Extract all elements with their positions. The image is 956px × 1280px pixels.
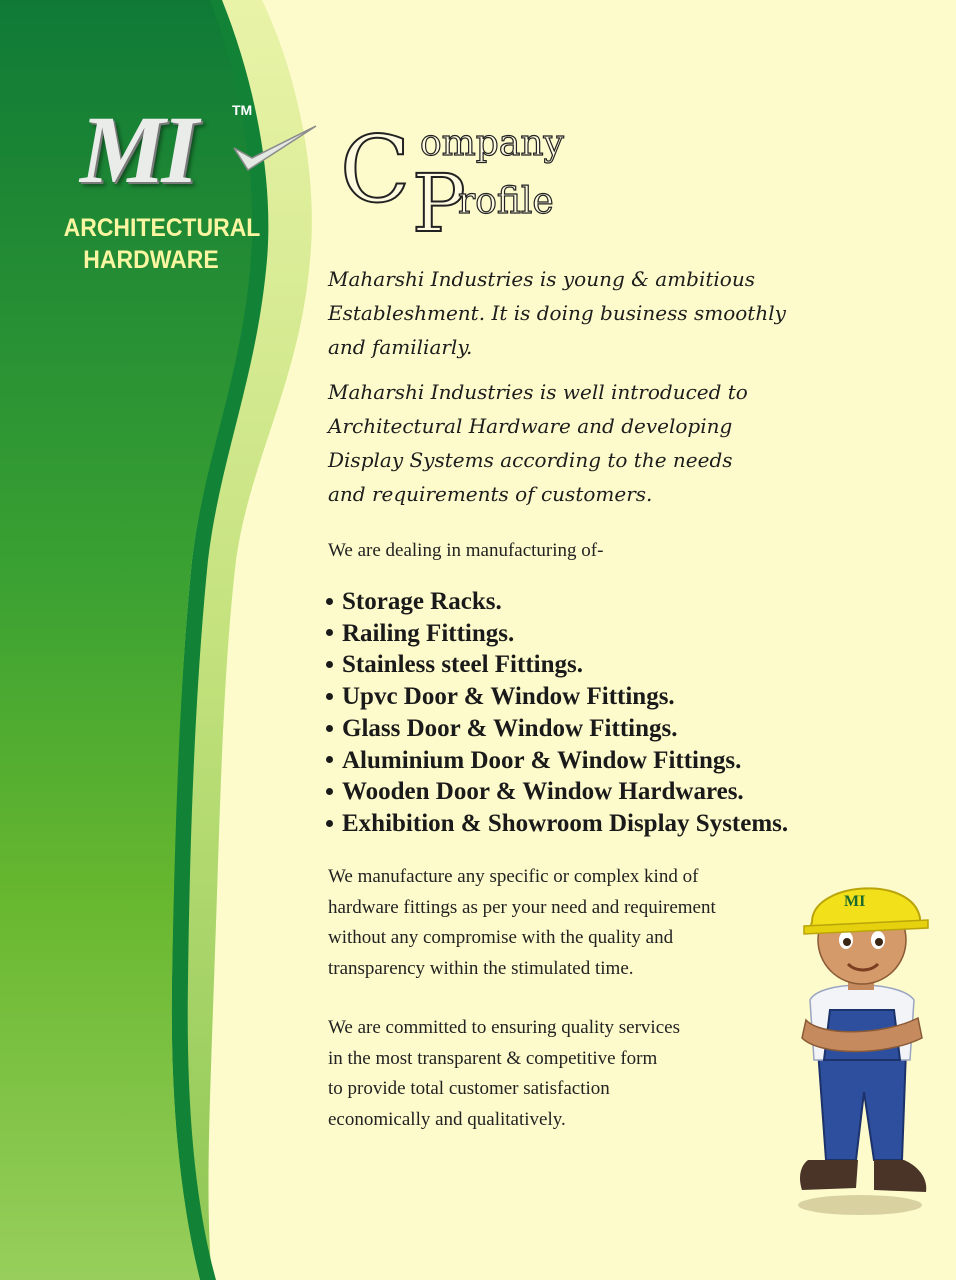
intro-paragraph-1 (328, 262, 828, 364)
product-label: Storage Racks. (342, 588, 502, 615)
closing-line: in the most transparent & competitive form (328, 1047, 658, 1069)
bullet-icon (326, 788, 333, 795)
product-label: Upvc Door & Window Fittings. (342, 683, 675, 711)
bullet-icon (326, 725, 333, 732)
bullet-icon (326, 598, 333, 605)
title-rest-profile: rofile (458, 181, 554, 222)
bullet-icon (326, 693, 333, 700)
trademark-symbol: TM (232, 102, 253, 118)
helmet-logo-text: MI (844, 893, 866, 910)
title-initial-c: C (340, 116, 411, 223)
intro-paragraph-2 (328, 375, 828, 511)
closing-line: We manufacture any specific or complex kind of (328, 866, 699, 887)
title-initial-p: P (412, 157, 466, 250)
manufacturing-intro: We are dealing in manufacturing of- (328, 540, 604, 561)
intro-line: and requirements of customers. (328, 482, 653, 506)
closing-line: hardware fittings as per your need and requirement (328, 896, 716, 918)
product-item (326, 586, 788, 618)
product-item (326, 649, 788, 681)
closing-line: economically and qualitatively. (328, 1108, 566, 1130)
logo-monogram: MI (80, 96, 195, 203)
company-logo (63, 96, 320, 280)
product-label: Wooden Door & Window Hardwares. (342, 778, 744, 806)
closing-paragraph-2 (328, 1013, 798, 1135)
closing-line: without any compromise with the quality and (328, 927, 674, 948)
product-label: Exhibition & Showroom Display Systems. (342, 809, 789, 837)
product-label: Stainless steel Fittings. (342, 651, 583, 679)
closing-line: We are committed to ensuring quality services (328, 1017, 680, 1038)
product-label: Aluminium Door & Window Fittings. (342, 746, 742, 774)
product-item (326, 745, 788, 777)
intro-line: and familiarly. (328, 335, 473, 359)
bullet-icon (326, 756, 333, 763)
checkmark-icon (230, 118, 320, 178)
product-item (326, 808, 788, 840)
product-item (326, 776, 788, 808)
product-item (326, 618, 788, 650)
closing-line: transparency within the stimulated time. (328, 957, 634, 979)
product-item (326, 713, 788, 745)
brand-line-architectural: ARCHITECTURAL (63, 214, 261, 242)
brand-line-hardware: HARDWARE (83, 246, 219, 274)
bullet-icon (326, 661, 333, 668)
intro-line: Estableshment. It is doing business smoothly (328, 301, 786, 325)
intro-line: Display Systems according to the needs (328, 448, 733, 472)
intro-line: Maharshi Industries is well introduced to (328, 380, 748, 404)
worker-mascot-illustration (790, 860, 940, 1220)
title-rest-company: ompany (420, 123, 564, 164)
intro-line: Architectural Hardware and developing (328, 414, 733, 438)
bullet-icon (326, 629, 333, 636)
intro-line: Maharshi Industries is young & ambitious (328, 267, 755, 291)
bullet-icon (326, 820, 333, 827)
product-label: Glass Door & Window Fittings. (342, 714, 678, 742)
page-title (340, 118, 640, 248)
product-list (326, 586, 788, 840)
product-item (326, 681, 788, 713)
closing-paragraph-1 (328, 862, 798, 984)
product-label: Railing Fittings. (342, 619, 515, 647)
closing-line: to provide total customer satisfaction (328, 1078, 610, 1099)
